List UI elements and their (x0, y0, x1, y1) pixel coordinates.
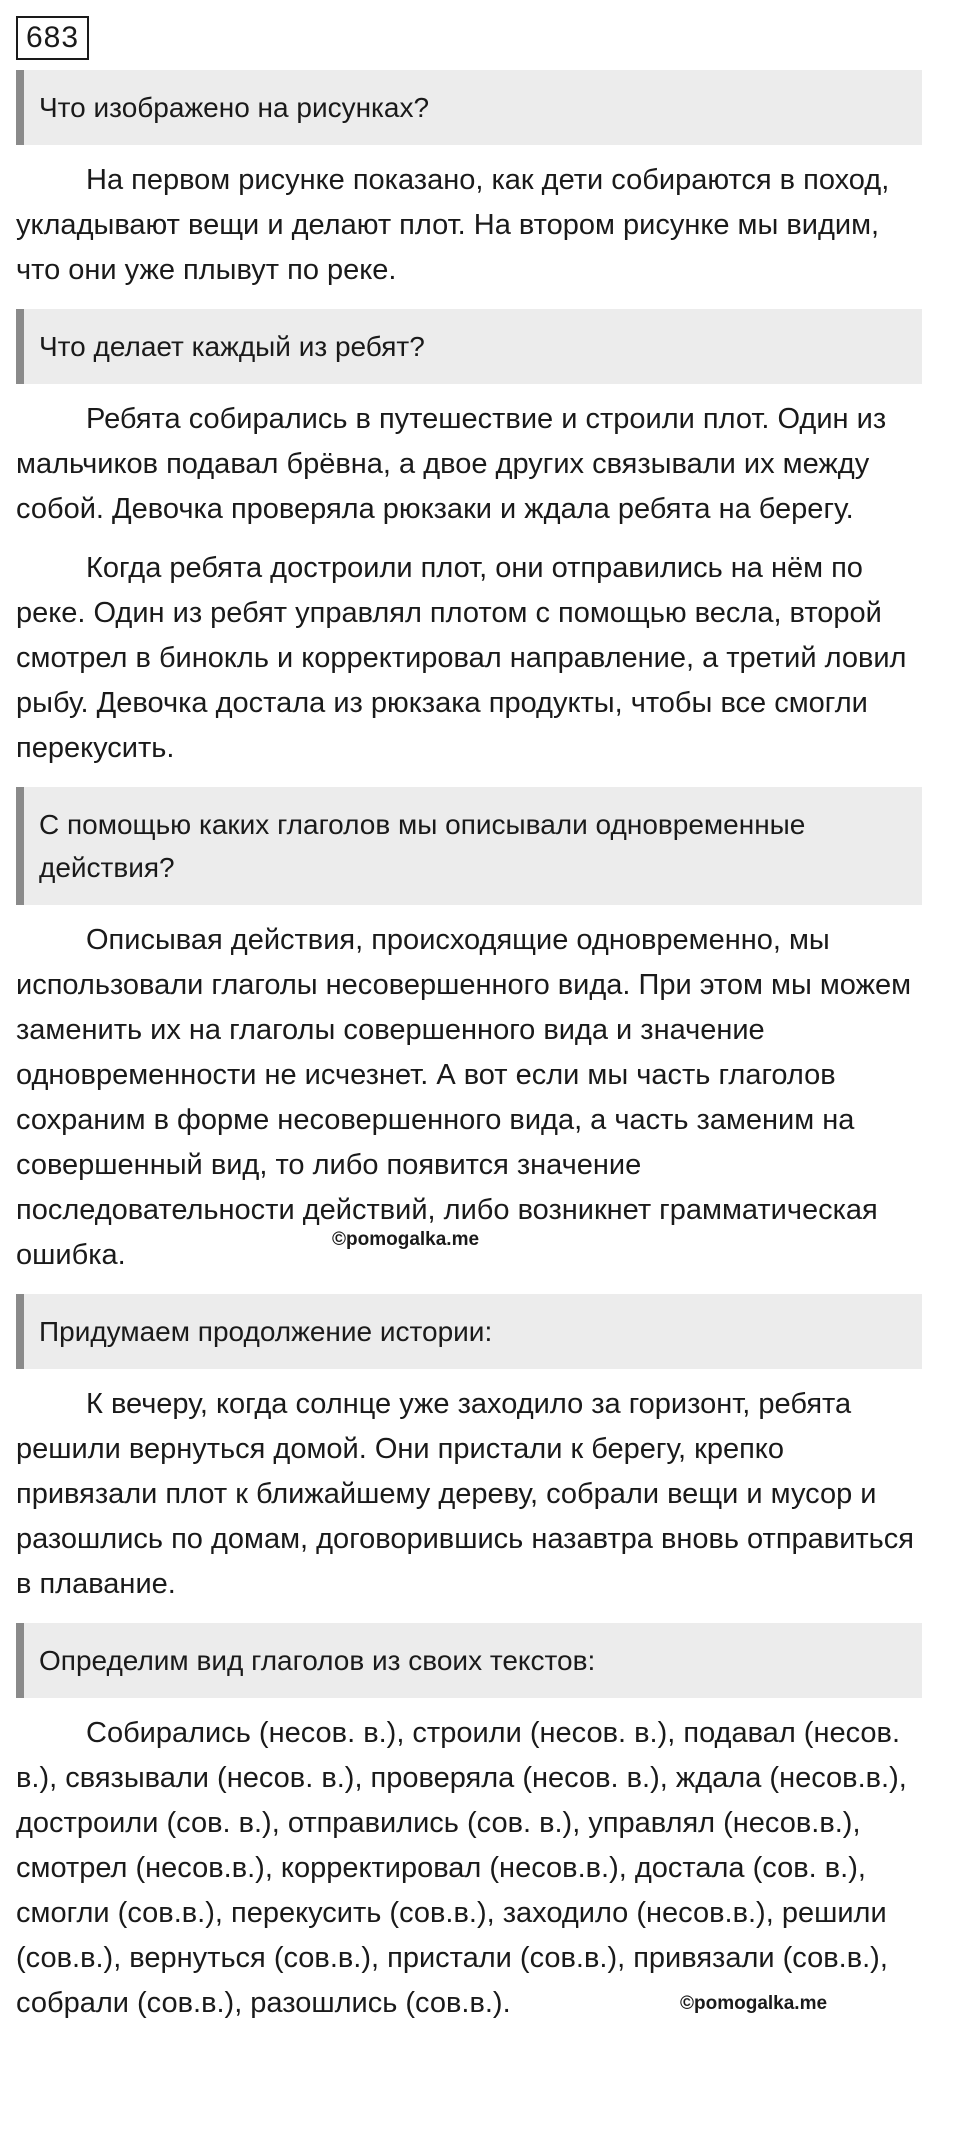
task-number: 683 (16, 16, 89, 60)
content (16, 70, 922, 2040)
question-3: С помощью каких глаголов мы описывали одновременные действия? (16, 787, 922, 905)
question-5: Определим вид глаголов из своих текстов: (16, 1623, 922, 1698)
question-2: Что делает каждый из ребят? (16, 309, 922, 384)
answer-5: Собирались (несов. в.), строили (несов. в.), подавал (несов. в.), связывали (несов. в.), проверяла (несов. в.), ждала (несов.в.), достроили (сов. в.), отправились (сов. в.), управлял (несов.в.), смотрел (несов.в.), корректировал (несов.в.), достала (сов. в.), смогли (сов.в.), перекусить (сов.в.), заходило (несов.в.), решили (сов.в.), вернуться (сов.в.), пристали (сов.в.), привязали (сов.в.), собрали (сов.в.), разошлись (сов.в.). (16, 1717, 907, 2019)
watermark: ©pomogalka.me (680, 1993, 828, 2014)
question-1: Что изображено на рисунках? (16, 70, 922, 145)
watermark: ©pomogalka.me (332, 1229, 480, 1250)
question-4: Придумаем продолжение истории: (16, 1294, 922, 1369)
answer-3: Описывая действия, происходящие одновременно, мы использовали глаголы несовершенного вида. При этом мы можем заменить их на глаголы совершенного вида и значение одновременности не исчезнет. А вот если мы часть глаголов сохраним в форме несовершенного вида, а часть заменим на совершенный вид, то либо появится значение последовательности действий, либо возникнет грамматическая ошибка. (16, 924, 912, 1271)
answer-2a: Ребята собирались в путешествие и строили плот. Один из мальчиков подавал брёвна, а двое других связывали их между собой. Девочка проверяла рюкзаки и ждала ребята на берегу. (16, 403, 887, 525)
answer-1: На первом рисунке показано, как дети собираются в поход, укладывают вещи и делают плот. На втором рисунке мы видим, что они уже плывут по реке. (16, 164, 890, 286)
answer-4: К вечеру, когда солнце уже заходило за горизонт, ребята решили вернуться домой. Они пристали к берегу, крепко привязали плот к ближайшему дереву, собрали вещи и мусор и разошлись по домам, договорившись назавтра вновь отправиться в плавание. (16, 1388, 914, 1600)
answer-2b: Когда ребята достроили плот, они отправились на нём по реке. Один из ребят управлял плотом с помощью весла, второй смотрел в бинокль и корректировал направление, а третий ловил рыбу. Девочка достала из рюкзака продукты, чтобы все смогли перекусить. (16, 552, 907, 764)
